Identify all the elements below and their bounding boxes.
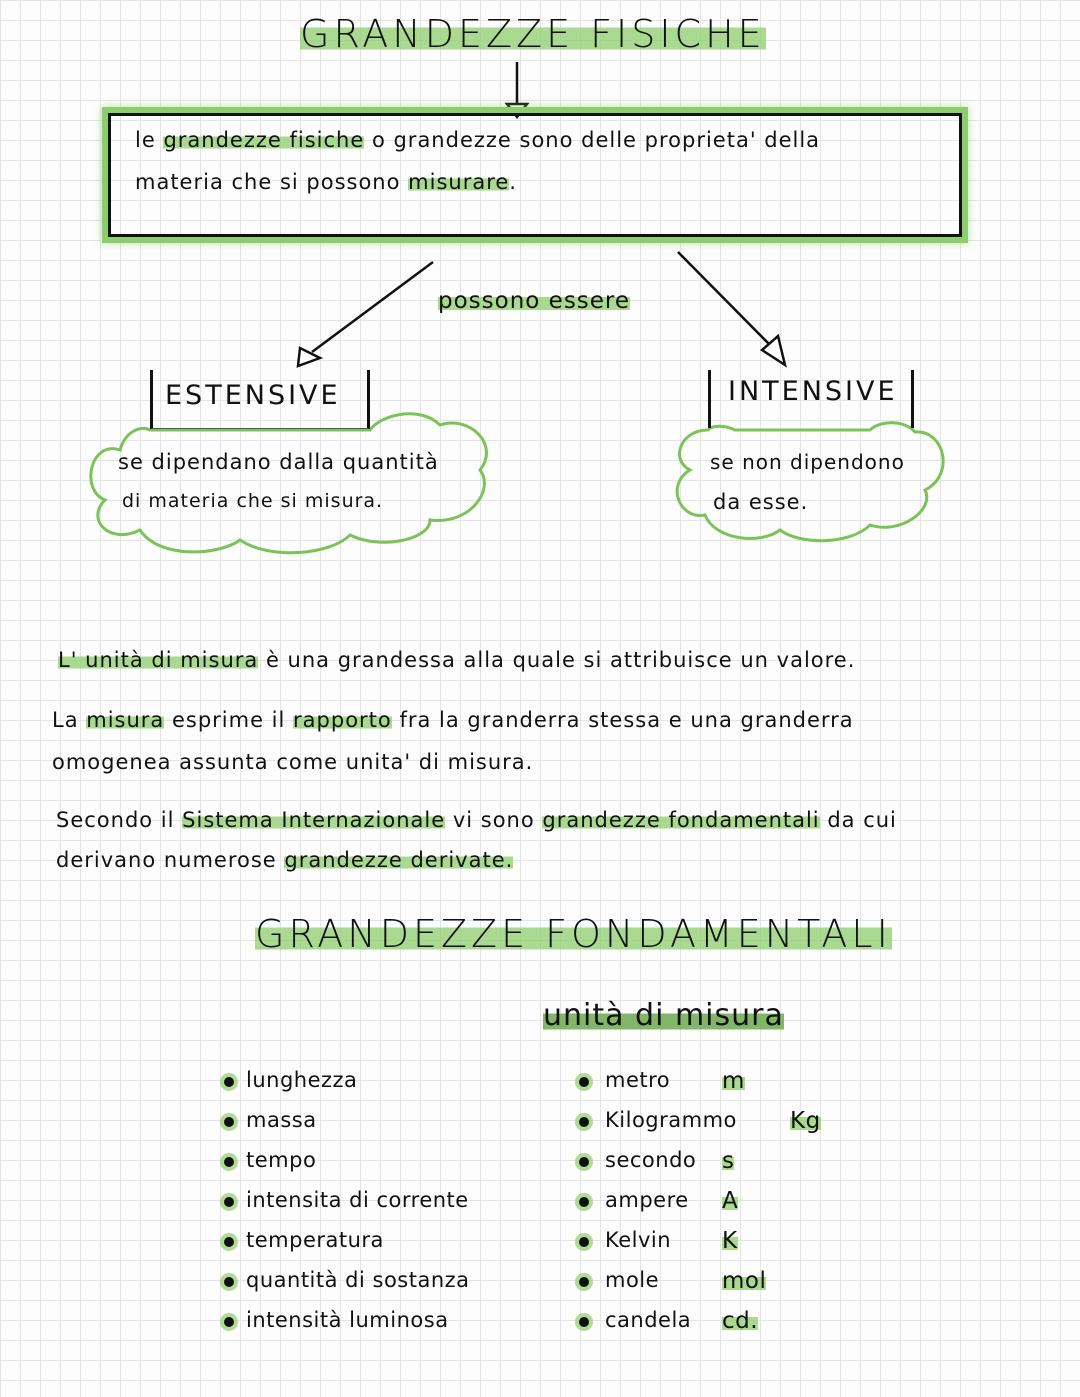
bullet-icon [224, 1317, 234, 1327]
quantity-item: lunghezza [246, 1068, 358, 1092]
text: vi sono [445, 808, 543, 832]
unit-name: metro [605, 1068, 671, 1092]
unit-name: secondo [605, 1148, 697, 1172]
intensive-desc-2: da esse. [713, 490, 809, 514]
unit-symbol [722, 1148, 734, 1174]
highlight: Sistema Internazionale [182, 808, 446, 832]
intensive-label: INTENSIVE [728, 376, 898, 407]
highlight: misura [86, 708, 165, 732]
page-title [300, 12, 766, 56]
bullet-icon [224, 1197, 234, 1207]
text: da cui [819, 808, 897, 832]
intensive-desc-1: se non dipendono [710, 450, 905, 474]
intensive-cloud [677, 423, 943, 541]
bullet-icon [224, 1117, 234, 1127]
unit-symbol [722, 1308, 758, 1334]
unit-symbol-text: m [722, 1068, 745, 1094]
estensive-label: ESTENSIVE [165, 380, 341, 411]
section-title-text: GRANDEZZE FONDAMENTALI [255, 912, 892, 956]
unit-symbol [722, 1188, 738, 1214]
unit-name: Kelvin [605, 1228, 672, 1252]
text: La [52, 708, 87, 732]
paragraph-2-line-2: omogenea assunta come unita' di misura. [52, 750, 534, 774]
highlight: grandezze fondamentali [542, 808, 820, 832]
highlight: L' unità di misura [58, 648, 259, 672]
quantity-item: temperatura [246, 1228, 384, 1252]
quantity-item: intensita di corrente [246, 1188, 469, 1212]
definition-text: materia che si possono [135, 170, 401, 194]
arrow-left-shaft [312, 262, 433, 352]
unit-symbol [790, 1108, 821, 1134]
arrow-left-head [298, 348, 320, 366]
bullet-icon [224, 1157, 234, 1167]
definition-highlight: misurare [408, 170, 510, 194]
text: fra la granderra stessa e una granderra [391, 708, 854, 732]
unit-name: ampere [605, 1188, 689, 1212]
bullet-icon [579, 1117, 589, 1127]
unit-symbol-text: Kg [790, 1108, 821, 1134]
unit-name: mole [605, 1268, 660, 1292]
estensive-desc-2: di materia che si misura. [122, 490, 384, 512]
units-header [543, 998, 784, 1033]
bullet-icon [579, 1237, 589, 1247]
bullet-icon [579, 1077, 589, 1087]
unit-symbol-text: mol [722, 1268, 767, 1294]
definition-text: o grandezze sono delle proprieta' della [371, 128, 821, 152]
section-title [255, 912, 892, 956]
connector-label-text: possono essere [438, 288, 631, 314]
definition-line-1 [135, 128, 820, 152]
paragraph-3-line-1 [56, 808, 897, 832]
paragraph-2-line-1 [52, 708, 854, 732]
bullet-icon [224, 1277, 234, 1287]
text: Secondo il [56, 808, 183, 832]
paragraph-3-line-2 [56, 848, 513, 872]
bullet-icon [579, 1277, 589, 1287]
quantity-item: intensità luminosa [246, 1308, 449, 1332]
unit-symbol [722, 1068, 745, 1094]
text: è una grandessa alla quale si attribuisce un valore. [258, 648, 856, 672]
text: derivano numerose [56, 848, 285, 872]
quantity-item: tempo [246, 1148, 317, 1172]
unit-symbol-text: s [722, 1148, 735, 1174]
bullet-icon [224, 1237, 234, 1247]
highlight: rapporto [293, 708, 392, 732]
bullet-icon [579, 1197, 589, 1207]
unit-name: Kilogrammo [605, 1108, 737, 1132]
unit-name: candela [605, 1308, 692, 1332]
bullet-icon [579, 1317, 589, 1327]
unit-symbol-text: K [722, 1228, 738, 1254]
highlight: grandezze derivate. [284, 848, 514, 872]
unit-symbol [722, 1228, 738, 1254]
estensive-desc-1: se dipendano dalla quantità [118, 450, 439, 474]
quantity-item: quantità di sostanza [246, 1268, 470, 1292]
arrow-right-shaft [678, 252, 770, 345]
estensive-cloud [91, 414, 487, 553]
definition-line-2 [135, 170, 517, 194]
paragraph-1 [58, 648, 855, 672]
definition-text: . [509, 170, 517, 194]
quantity-item: massa [246, 1108, 317, 1132]
definition-highlight: grandezze fisiche [163, 128, 365, 152]
units-header-text: unità di misura [543, 998, 784, 1033]
page-title-text: GRANDEZZE FISICHE [300, 12, 766, 56]
unit-symbol-text: A [722, 1188, 739, 1214]
unit-symbol [722, 1268, 766, 1294]
definition-text: le [135, 128, 156, 152]
connector-label [438, 288, 630, 314]
unit-symbol-text: cd. [722, 1308, 759, 1334]
text: esprime il [164, 708, 294, 732]
bullet-icon [224, 1077, 234, 1087]
bullet-icon [579, 1157, 589, 1167]
